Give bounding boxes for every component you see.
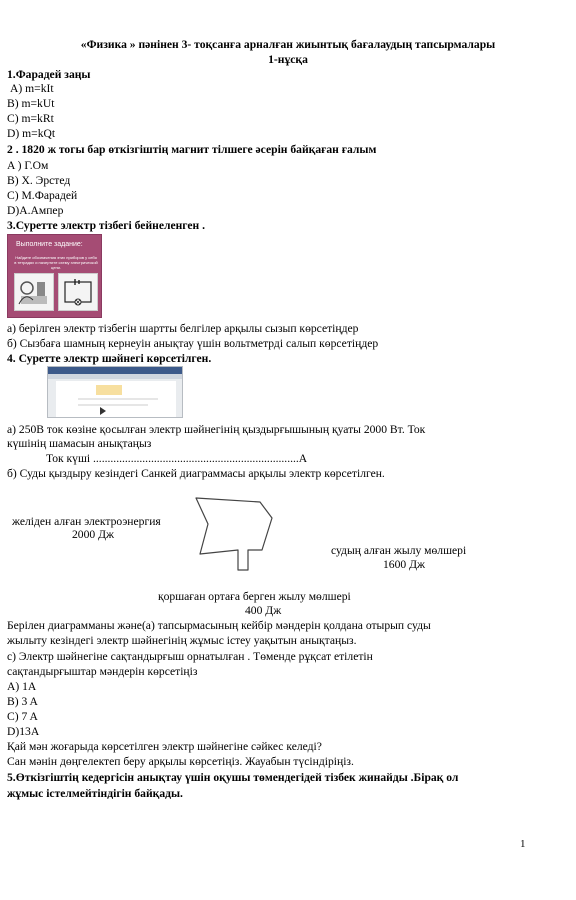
- q4-task-a-line2: күшінің шамасын анықтаңыз: [7, 437, 152, 450]
- q2-option-a: A ) Г.Ом: [7, 159, 49, 172]
- q2-question: 2 . 1820 ж тогы бар өткізгіштің магнит тілшеге әсерін байқаған ғалым: [7, 143, 377, 156]
- q3-question: 3.Суретте электр тізбегі бейнеленген .: [7, 219, 206, 232]
- q4-task-b-line1: Берілен диаграмманы және(а) тапсырмасының кейбір мәндерін қолдана отырып суды: [7, 619, 431, 632]
- circuit-image-header: Выполните задание:: [16, 241, 83, 248]
- sankey-input-label: желіден алған электроэнергия: [12, 515, 161, 528]
- q3-task-b: б) Сызбаға шамның кернеуін анықтау үшін вольтметрді салып көрсетіңдер: [7, 337, 379, 350]
- sankey-loss-label: қоршаған ортаға берген жылу мөлшері: [158, 590, 351, 603]
- q4-task-b: б) Суды қыздыру кезіндегі Санкей диаграммасы арқылы электр көрсетілген.: [7, 467, 385, 480]
- q4-final-question-2: Сан мәнін дөңгелектеп беру арқылы көрсетіңіз. Жауабын түсіндіріңіз.: [7, 755, 354, 768]
- q2-option-c: C) М.Фарадей: [7, 189, 78, 202]
- q4-task-c-line2: сақтандырғыштар мәндерін көрсетіңіз: [7, 665, 198, 678]
- q5-line2: жұмыс істелмейтіндігін байқады.: [7, 787, 183, 800]
- q5-line1: 5.Өткізгіштің кедергісін анықтау үшін оқушы төмендегідей тізбек жинайды .Бірақ ол: [7, 771, 459, 784]
- q4-final-question-1: Қай мән жоғарыда көрсетілген электр шәйнегіне сәйкес келеді?: [7, 740, 322, 753]
- q4-question: 4. Суретте электр шәйнегі көрсетілген.: [7, 352, 212, 365]
- circuit-task-image: [7, 234, 102, 318]
- q4-task-b-line2: жылыту кезіндегі электр шәйнегінің жұмыс істеу уақытын анықтаңыз.: [7, 634, 357, 647]
- q4-task-a-line1: а) 250В ток көзіне қосылған электр шәйнегінің қыздырғышының қуаты 2000 Вт. Ток: [7, 423, 426, 436]
- q1-option-b: B) m=kUt: [7, 97, 55, 110]
- q3-task-a: а) берілген электр тізбегін шартты белгілер арқылы сызып көрсетіңдер: [7, 322, 359, 335]
- q1-question: 1.Фарадей заңы: [7, 68, 91, 81]
- sankey-loss-value: 400 Дж: [245, 604, 282, 617]
- doc-variant: 1-нұсқа: [268, 53, 308, 66]
- q4-option-a: A) 1A: [7, 680, 37, 693]
- q4-task-c-line1: с) Электр шәйнегіне сақтандырғыш орнатылған . Төменде рұқсат етілетін: [7, 650, 373, 663]
- sankey-input-value: 2000 Дж: [72, 528, 115, 541]
- sankey-useful-label: судың алған жылу мөлшері: [331, 544, 467, 557]
- sankey-useful-value: 1600 Дж: [383, 558, 426, 571]
- q4-option-d: D)13A: [7, 725, 40, 738]
- q1-option-d: D) m=kQt: [7, 127, 56, 140]
- q1-option-a: A) m=kIt: [10, 82, 54, 95]
- circuit-image-text: Найдите обозначения этих приборов у себя в тетрадях и начертите схему электрической цепи.: [14, 255, 98, 270]
- page-number: 1: [520, 838, 526, 850]
- q2-option-d: D)А.Ампер: [7, 204, 64, 217]
- kettle-screenshot-image: [47, 366, 183, 418]
- q4-option-c: C) 7 A: [7, 710, 38, 723]
- q4-option-b: B) 3 A: [7, 695, 38, 708]
- sankey-diagram: [192, 494, 282, 580]
- q4-current-answer-line: Ток күші .......................................................................А: [46, 452, 308, 465]
- doc-title: «Физика » пәнінен 3- тоқсанға арналған жиынтық бағалаудың тапсырмалары: [80, 38, 496, 51]
- apparatus-photo: [14, 273, 54, 311]
- circuit-schematic: [58, 273, 98, 311]
- q2-option-b: B) Х. Эрстед: [7, 174, 71, 187]
- q1-option-c: C) m=kRt: [7, 112, 54, 125]
